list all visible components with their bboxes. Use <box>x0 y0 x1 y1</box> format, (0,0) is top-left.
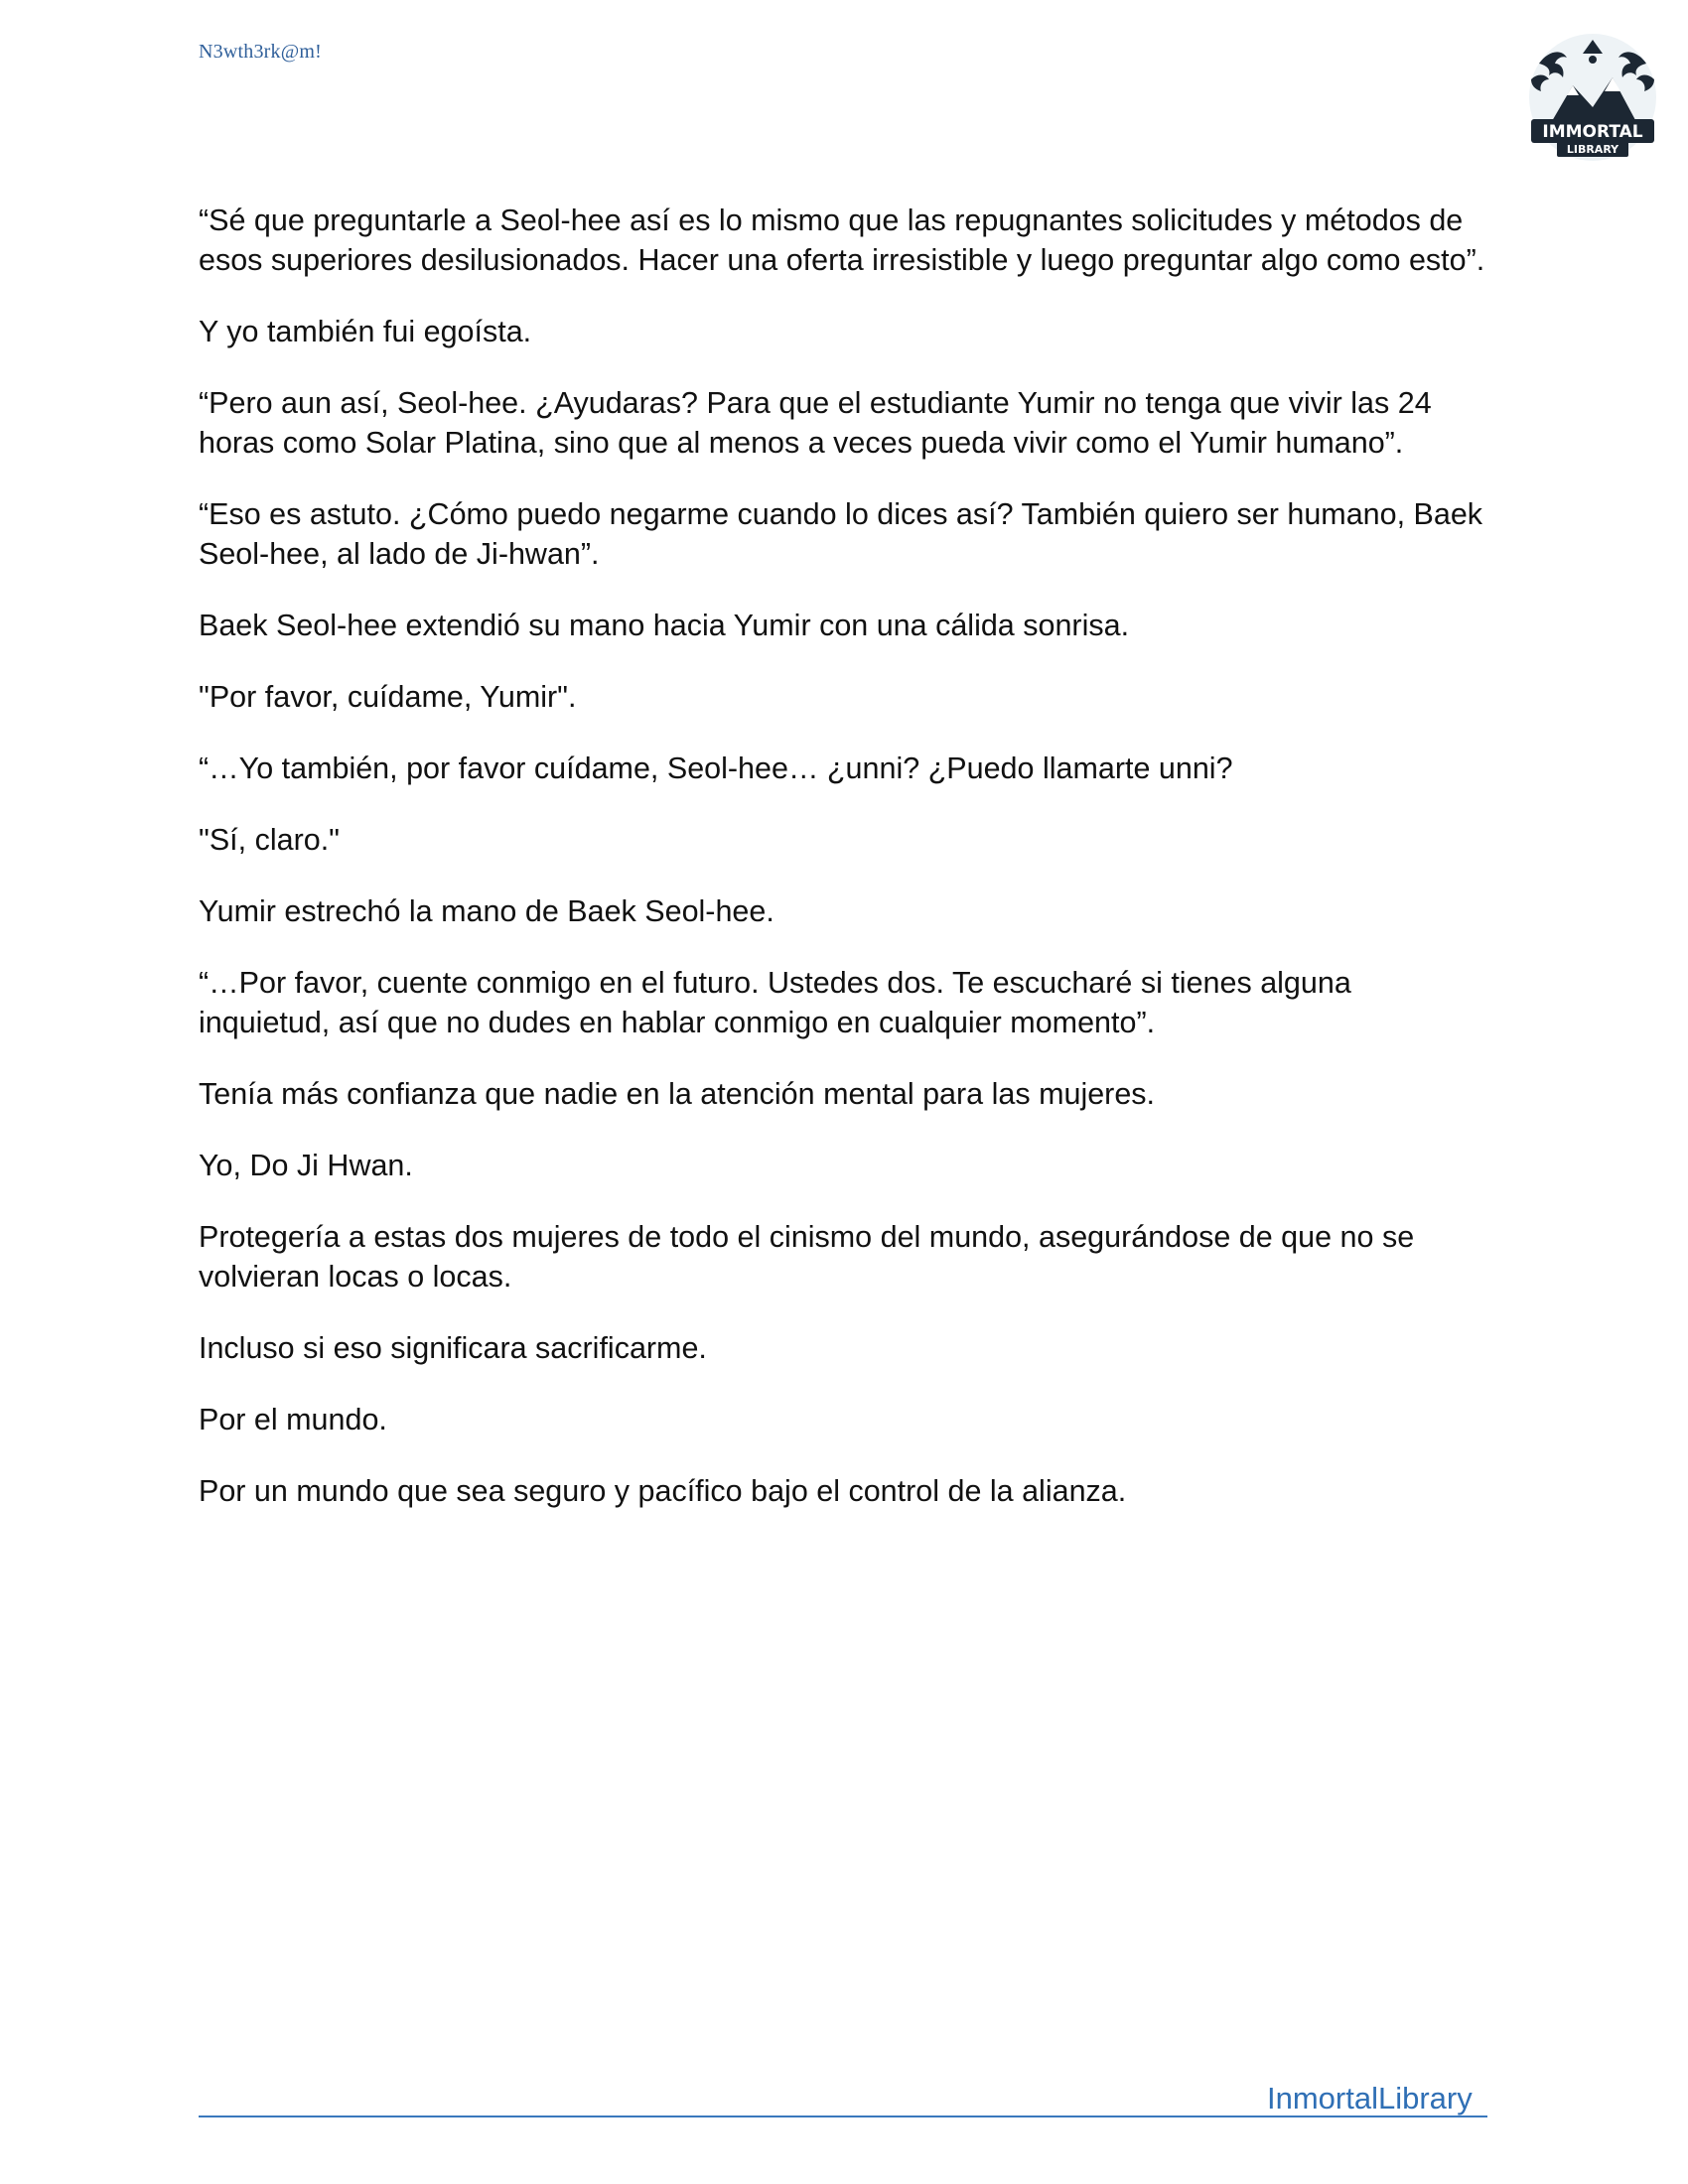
header-tag: N3wth3rk@m! <box>199 41 322 63</box>
paragraph: Yo, Do Ji Hwan. <box>199 1149 413 1182</box>
paragraph: "Sí, claro." <box>199 823 341 857</box>
footer-divider <box>199 2116 1487 2117</box>
paragraph: Baek Seol-hee extendió su mano hacia Yumir con una cálida sonrisa. <box>199 609 1130 642</box>
document-body <box>199 201 1489 1543</box>
paragraph: “Sé que preguntarle a Seol-hee así es lo mismo que las repugnantes solicitudes y métodos de esos superiores desilusionados. Hacer una oferta irresistible y luego preguntar algo como esto”. <box>199 204 1485 277</box>
paragraph: Y yo también fui egoísta. <box>199 315 532 348</box>
logo-line2: LIBRARY <box>1566 143 1619 156</box>
paragraph: “Pero aun así, Seol-hee. ¿Ayudaras? Para que el estudiante Yumir no tenga que vivir las 24 horas como Solar Platina, sino que al menos a veces pueda vivir como el Yumir humano”. <box>199 386 1432 460</box>
immortal-library-logo <box>1517 34 1668 165</box>
paragraph: Por un mundo que sea seguro y pacífico bajo el control de la alianza. <box>199 1474 1127 1508</box>
paragraph: Por el mundo. <box>199 1403 387 1436</box>
paragraph: Yumir estrechó la mano de Baek Seol-hee. <box>199 894 774 928</box>
paragraph: "Por favor, cuídame, Yumir". <box>199 680 577 714</box>
paragraph: Tenía más confianza que nadie en la atención mental para las mujeres. <box>199 1077 1156 1111</box>
paragraph: Incluso si eso significara sacrificarme. <box>199 1331 707 1365</box>
dragon-crest-icon <box>1517 34 1668 165</box>
footer-link[interactable]: InmortalLibrary <box>1267 2081 1473 2116</box>
logo-line1: IMMORTAL <box>1542 122 1643 142</box>
paragraph: “Eso es astuto. ¿Cómo puedo negarme cuando lo dices así? También quiero ser humano, Baek Seol-hee, al lado de Ji-hwan”. <box>199 497 1483 571</box>
paragraph: Protegería a estas dos mujeres de todo el cinismo del mundo, asegurándose de que no se volvieran locas o locas. <box>199 1220 1415 1294</box>
paragraph: “…Yo también, por favor cuídame, Seol-hee… ¿unni? ¿Puedo llamarte unni? <box>199 751 1233 785</box>
paragraph: “…Por favor, cuente conmigo en el futuro. Ustedes dos. Te escucharé si tienes alguna inquietud, así que no dudes en hablar conmigo en cualquier momento”. <box>199 966 1351 1039</box>
